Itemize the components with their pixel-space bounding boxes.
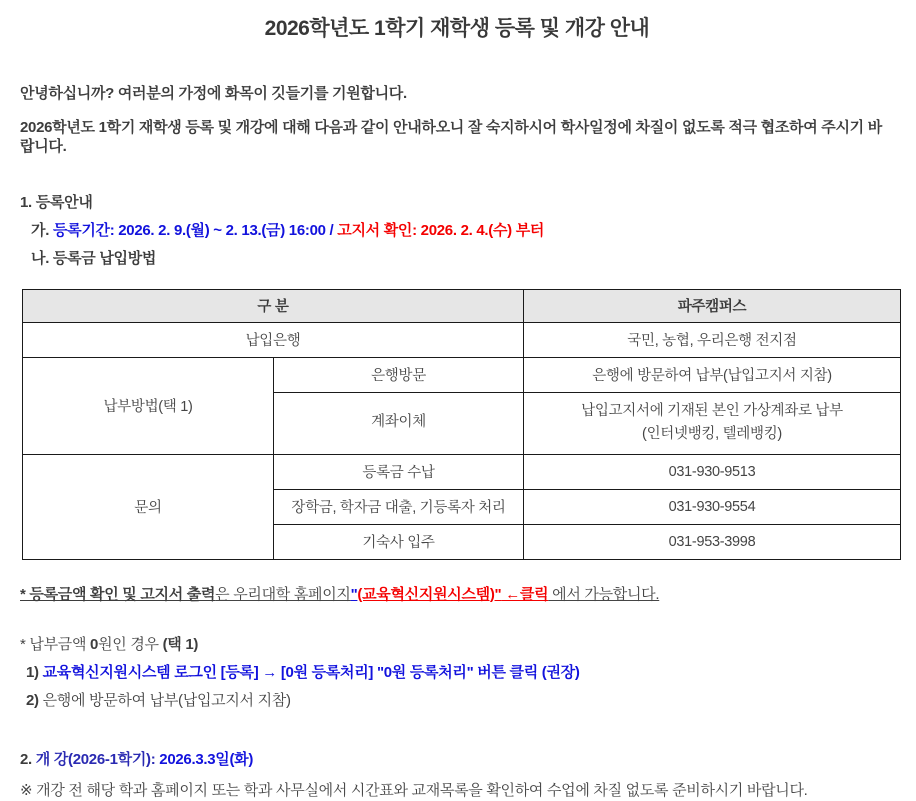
contact-scholarship-phone: 031-930-9554 bbox=[524, 489, 901, 524]
transfer-value-line1: 납입고지서에 기재된 본인 가상계좌로 납부 bbox=[581, 402, 843, 419]
item-ga-prefix: 가. bbox=[31, 222, 53, 239]
option2-text: 은행에 방문하여 납부(납입고지서 지참) bbox=[42, 691, 291, 709]
contact-dormitory-phone: 031-953-3998 bbox=[524, 524, 901, 559]
open-quote: " bbox=[350, 585, 358, 603]
method-transfer-label: 계좌이체 bbox=[274, 392, 524, 454]
contact-tuition-label: 등록금 수납 bbox=[274, 454, 524, 489]
zero-lead: * 납부금액 bbox=[20, 636, 91, 654]
contact-scholarship-label: 장학금, 학자금 대출, 기등록자 처리 bbox=[274, 489, 524, 524]
contact-dormitory-label: 기숙사 입주 bbox=[274, 524, 524, 559]
semester-start-label: 개 강(2026-1학기): bbox=[35, 750, 160, 768]
contact-tuition-phone: 031-930-9513 bbox=[524, 454, 901, 489]
click-here-text: ←클릭 bbox=[501, 585, 549, 603]
bill-print-mid: 은 우리대학 홈페이지 bbox=[215, 585, 351, 603]
bill-print-note bbox=[20, 586, 894, 605]
method-transfer-value bbox=[524, 392, 901, 454]
section2-number: 2. bbox=[20, 750, 36, 768]
table-row bbox=[23, 454, 901, 489]
payment-method-heading: 나. 등록금 납입방법 bbox=[31, 249, 157, 267]
intro-line: 2026학년도 1학기 재학생 등록 및 개강에 대해 다음과 같이 안내하오니 잘 숙지하시어 학사일정에 차질이 없도록 적극 협조하여 주시기 바랍니다. bbox=[20, 118, 882, 155]
registration-period-text: 등록기간: 2026. 2. 9.(월) ~ 2. 13.(금) 16:00 / bbox=[52, 222, 338, 239]
bank-value: 국민, 농협, 우리은행 전지점 bbox=[524, 322, 901, 357]
section2-note: ※ 개강 전 해당 학과 홈페이지 또는 학과 사무실에서 시간표와 교재목록을 확인하여 수업에 차질 없도록 준비하시기 바랍니다. bbox=[20, 782, 808, 800]
zero-option2-line bbox=[20, 692, 894, 711]
registration-period-line bbox=[20, 222, 894, 241]
bank-label: 납입은행 bbox=[23, 322, 524, 357]
page-title: 2026학년도 1학기 재학생 등록 및 개강 안내 bbox=[264, 17, 650, 40]
zero-mid: 원인 경우 bbox=[98, 636, 163, 654]
zero-option1-line bbox=[20, 664, 894, 683]
table-row bbox=[23, 357, 901, 392]
zero-choice: (택 1) bbox=[162, 636, 199, 654]
bill-print-lead: * 등록금액 확인 및 고지서 출력 bbox=[20, 585, 216, 603]
method-visit-value: 은행에 방문하여 납부(납입고지서 지참) bbox=[524, 357, 901, 392]
header-campus: 파주캠퍼스 bbox=[524, 289, 901, 322]
payment-info-table bbox=[22, 289, 901, 560]
section2-heading bbox=[20, 751, 894, 770]
method-label: 납부방법(택 1) bbox=[23, 357, 274, 454]
system-link[interactable]: (교육혁신지원시스템)" bbox=[357, 585, 502, 603]
table-row bbox=[23, 322, 901, 357]
table-header-row bbox=[23, 289, 901, 322]
option1-text: 교육혁신지원시스템 로그인 [등록] → [0원 등록처리] "0원 등록처리" 버튼 클릭 (권장) bbox=[42, 664, 580, 681]
section1-heading: 1. 등록안내 bbox=[20, 194, 93, 212]
method-visit-label: 은행방문 bbox=[274, 357, 524, 392]
transfer-value-line2: (인터넷뱅킹, 텔레뱅킹) bbox=[642, 426, 782, 442]
zero-number: 0 bbox=[90, 636, 99, 654]
greeting-line: 안녕하십니까? 여러분의 가정에 화목이 깃들기를 기원합니다. bbox=[20, 85, 407, 102]
header-division: 구 분 bbox=[23, 289, 524, 322]
semester-start-date: 2026.3.3일(화) bbox=[159, 750, 254, 768]
option2-number: 2) bbox=[26, 691, 43, 709]
zero-amount-heading bbox=[20, 636, 894, 655]
contact-label: 문의 bbox=[23, 454, 274, 559]
option1-number: 1) bbox=[26, 664, 43, 681]
bill-print-tail: 에서 가능합니다. bbox=[548, 585, 660, 603]
bill-check-text: 고지서 확인: 2026. 2. 4.(수) 부터 bbox=[337, 222, 545, 239]
